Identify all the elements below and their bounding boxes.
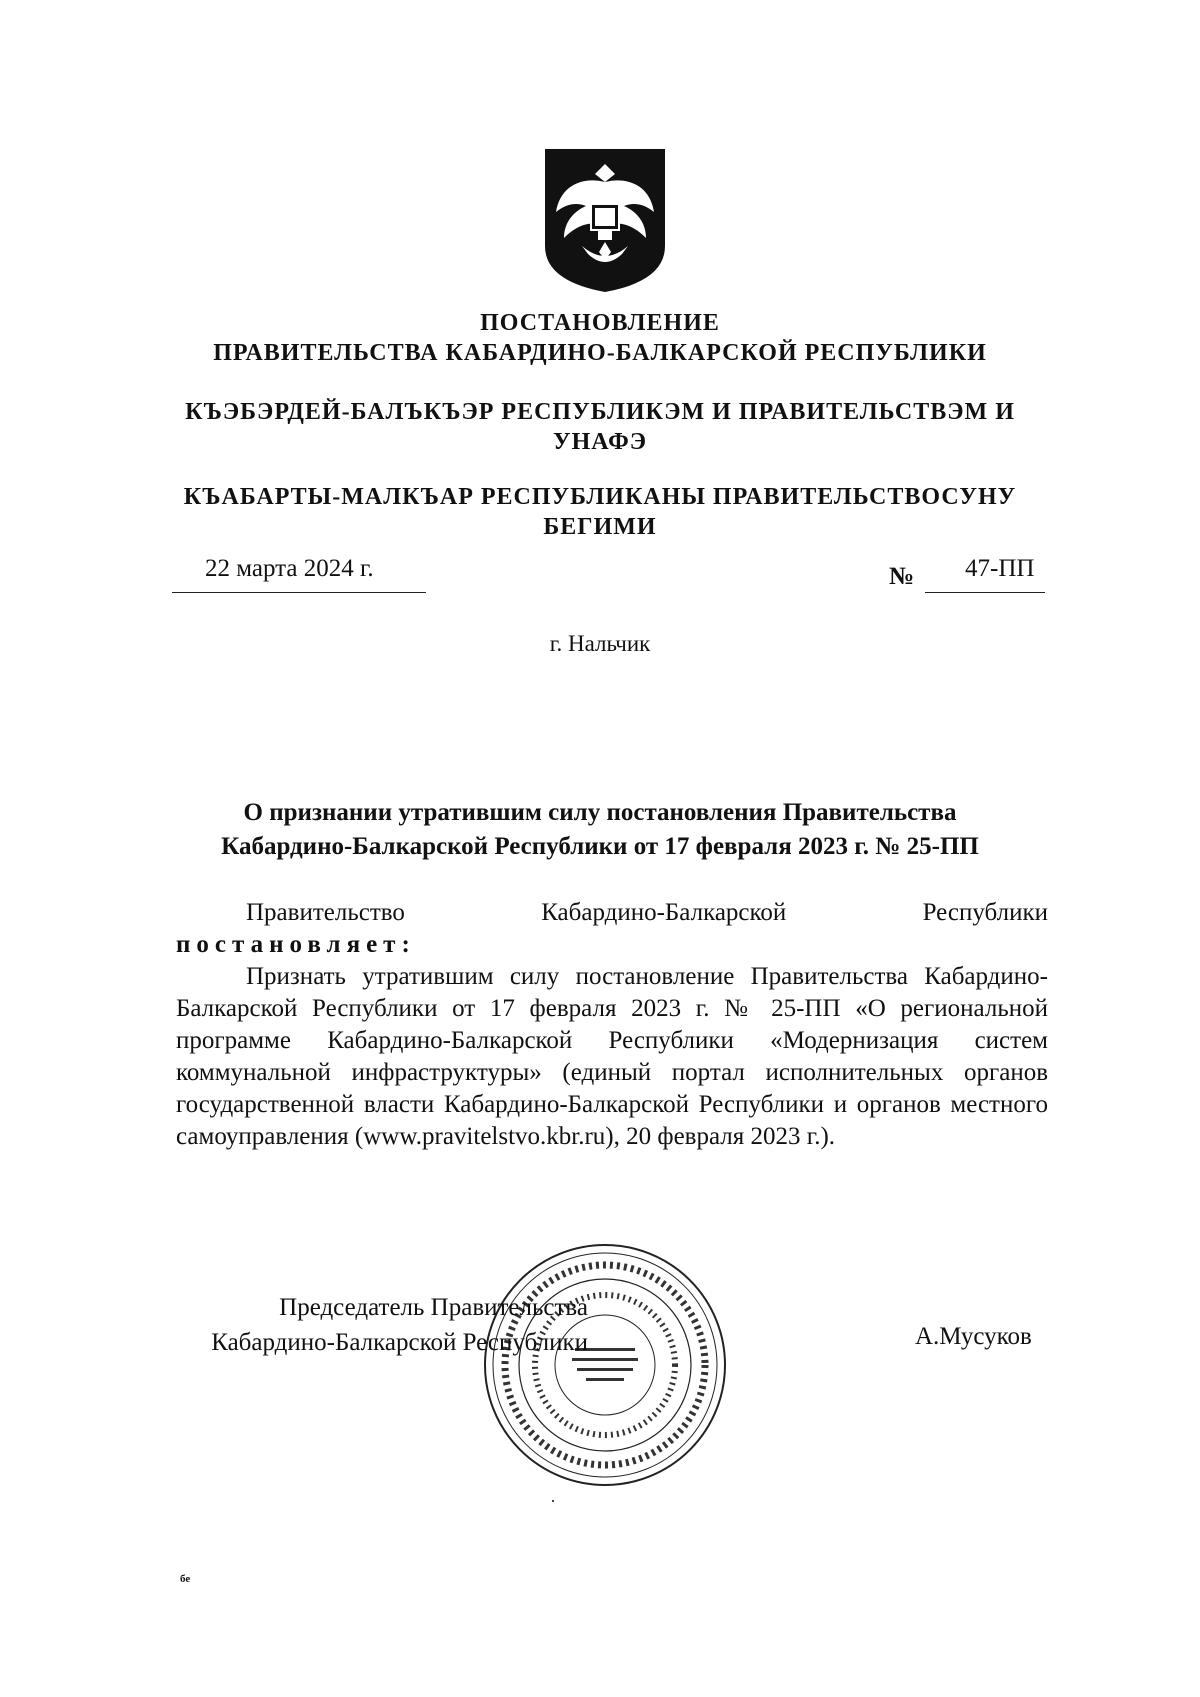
city-label: г. Нальчик: [549, 631, 651, 656]
document-type-heading: ПОСТАНОВЛЕНИЕ: [480, 310, 720, 336]
decree-word: постановляет:: [176, 931, 416, 958]
document-date: 22 марта 2024 г.: [205, 555, 374, 582]
intro-word-1: Правительство: [246, 899, 405, 926]
issuer-heading: ПРАВИТЕЛЬСТВА КАБАРДИНО-БАЛКАРСКОЙ РЕСПУБЛИКИ: [213, 340, 987, 366]
number-sign: №: [889, 563, 915, 590]
number-underline: [925, 592, 1045, 593]
kabardian-heading-line-2: УНАФЭ: [553, 429, 647, 455]
date-underline: [172, 592, 426, 593]
document-number: 47-ПП: [965, 555, 1035, 582]
intro-word-3: Республики: [922, 899, 1048, 926]
signatory-position: [188, 1290, 588, 1360]
intro-word-2: Кабардино-Балкарской: [541, 899, 787, 926]
footer-mark: бе: [180, 1573, 191, 1585]
signatory-position-line-2: Кабардино-Балкарской Республики: [211, 1329, 588, 1356]
kabardian-heading-line-1: КЪЭБЭРДЕЙ-БАЛЪКЪЭР РЕСПУБЛИКЭМ И ПРАВИТЕЛЬСТВЭМ И: [185, 399, 1015, 425]
intro-line: [176, 897, 1048, 929]
official-seal: [480, 1240, 730, 1490]
scan-dot: [552, 1500, 554, 1502]
title-line-2: Кабардино-Балкарской Республики от 17 февраля 2023 г. № 25-ПП: [221, 833, 979, 860]
document-title: [150, 796, 1050, 864]
signatory-name: А.Мусуков: [915, 1323, 1032, 1350]
balkar-heading-line-1: КЪАБАРТЫ-МАЛКЪАР РЕСПУБЛИКАНЫ ПРАВИТЕЛЬСТВОСУНУ: [183, 484, 1017, 510]
decree-paragraph: Признать утратившим силу постановление Правительства Кабардино-Балкарской Республики от 17 февраля 2023 г. № 25-ПП «О региональной программе Кабардино-Балкарской Республики «Модернизация систем коммунальной инфраструктуры» (единый портал исполнительных органов государственной власти Кабардино-Балкарской Республики и органов местного самоуправления (www.pravitelstvo.kbr.ru), 20 февраля 2023 г.).: [176, 963, 1048, 1150]
signatory-position-line-1: Председатель Правительства: [279, 1294, 588, 1321]
balkar-heading-line-2: БЕГИМИ: [543, 514, 657, 540]
coat-of-arms-emblem: [542, 146, 668, 294]
title-line-1: О признании утратившим силу постановления Правительства: [243, 799, 957, 826]
